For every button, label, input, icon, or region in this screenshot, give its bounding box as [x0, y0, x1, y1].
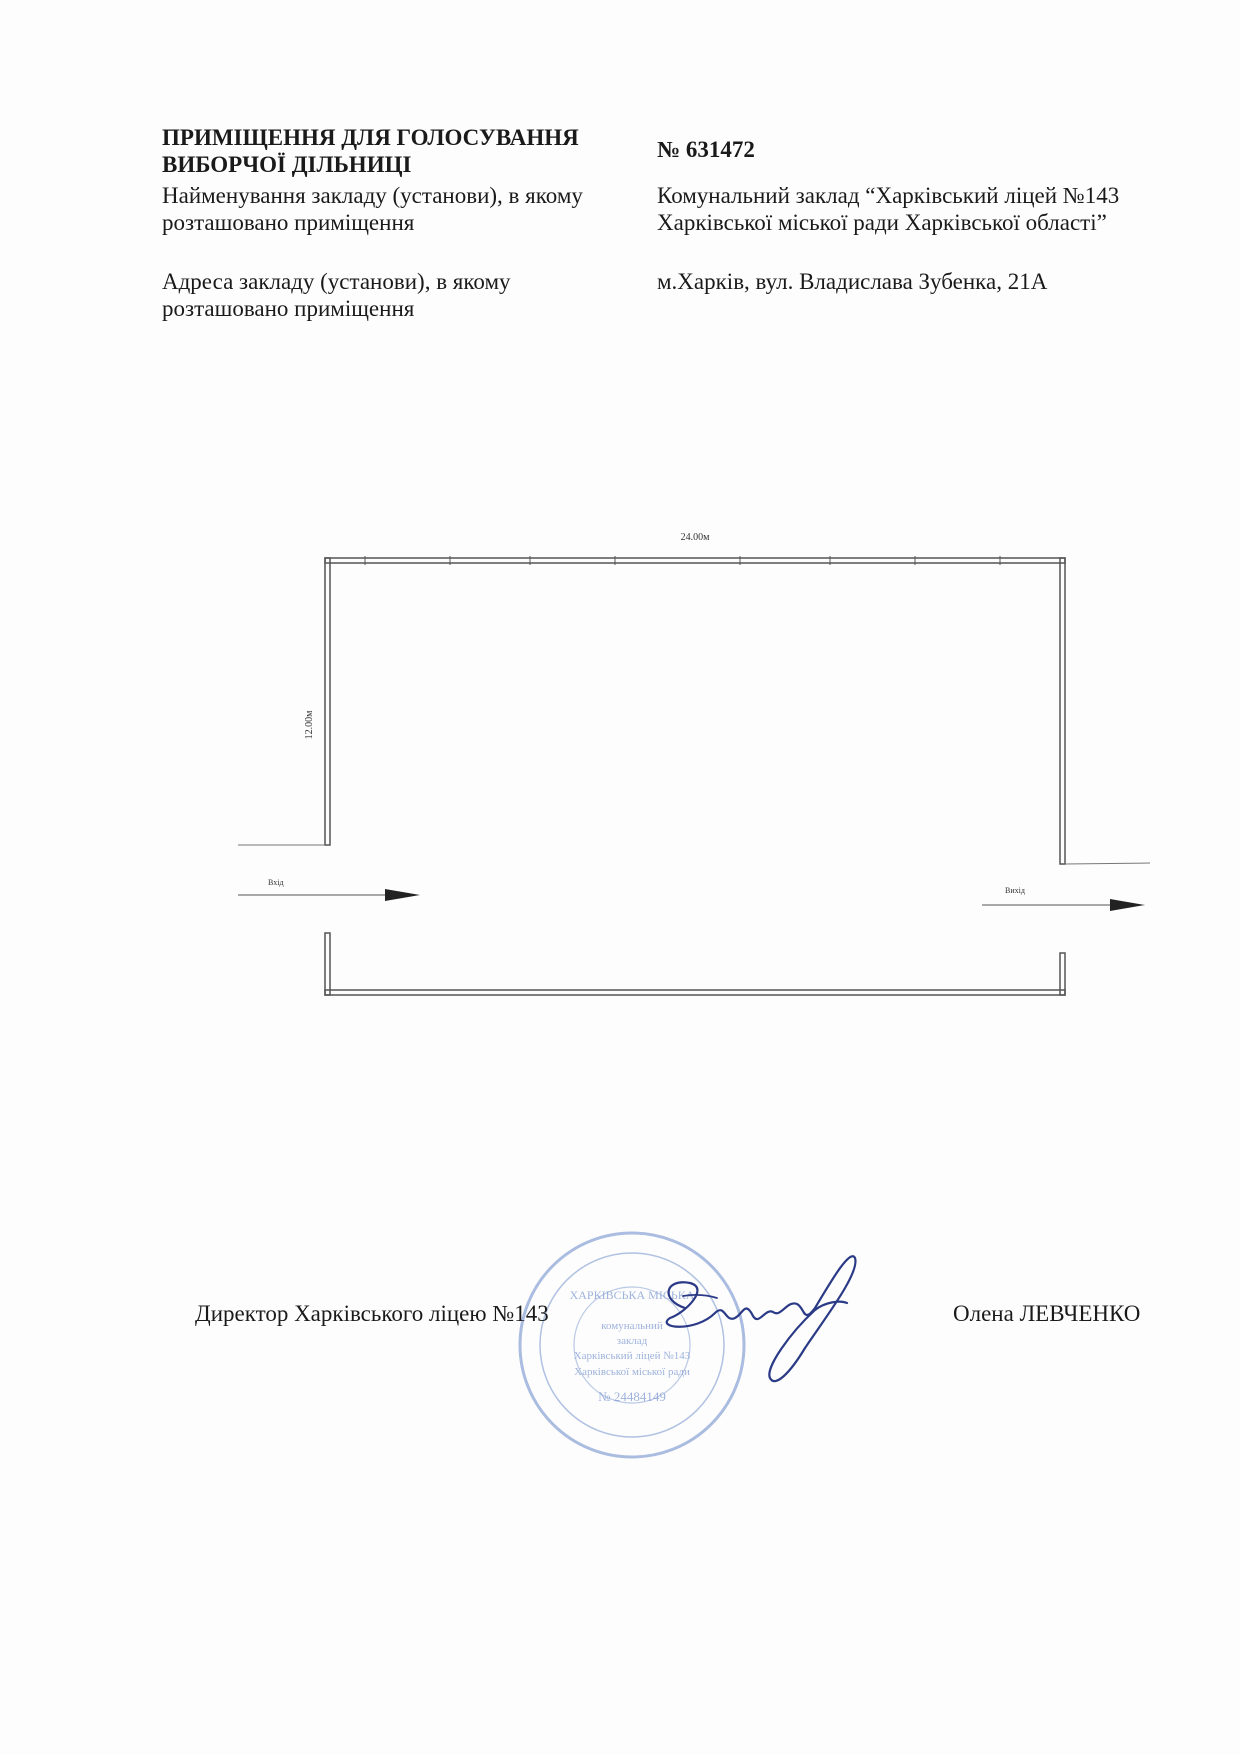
director-name: Олена ЛЕВЧЕНКО — [953, 1301, 1141, 1326]
floor-plan — [230, 525, 1160, 1005]
exit-arrow — [982, 899, 1145, 911]
institution-name-label: Найменування закладу (установи), в якому розташовано приміщення — [162, 183, 583, 235]
top-wall — [325, 556, 1065, 565]
handwritten-signature — [655, 1238, 865, 1398]
right-wall-lower — [1060, 953, 1065, 995]
entrance-arrow — [238, 889, 420, 901]
institution-name-value: Комунальний заклад “Харківський ліцей №143 Харківської міської ради Харківської області” — [657, 183, 1120, 235]
station-number: № 631472 — [657, 137, 755, 162]
width-dimension-label: 24.00м — [680, 532, 710, 543]
director-position: Директор Харківського ліцею №143 — [195, 1301, 549, 1326]
right-wall-upper — [1060, 558, 1065, 864]
svg-text:комунальний: комунальний — [601, 1320, 663, 1332]
height-dimension-label: 12.00м — [304, 710, 315, 740]
page-title: ПРИМІЩЕННЯ ДЛЯ ГОЛОСУВАННЯ ВИБОРЧОЇ ДІЛЬНИЦІ — [162, 125, 579, 177]
institution-address-value: м.Харків, вул. Владислава Зубенка, 21А — [657, 269, 1048, 294]
left-wall-lower — [325, 933, 330, 995]
exit-label: Вихід — [1005, 886, 1025, 895]
svg-text:ХАРКІВСЬКА МІСЬКА: ХАРКІВСЬКА МІСЬКА — [569, 1288, 695, 1302]
institution-address-label: Адреса закладу (установи), в якому розташовано приміщення — [162, 269, 511, 321]
svg-text:Харківський ліцей №143: Харківський ліцей №143 — [573, 1350, 691, 1362]
svg-text:заклад: заклад — [616, 1335, 648, 1347]
bottom-wall — [325, 990, 1065, 995]
entrance-label: Вхід — [268, 878, 284, 887]
left-wall-upper — [325, 558, 330, 845]
svg-text:Харківської міської ради: Харківської міської ради — [574, 1366, 690, 1378]
svg-text:№ 24484149: № 24484149 — [598, 1389, 666, 1404]
